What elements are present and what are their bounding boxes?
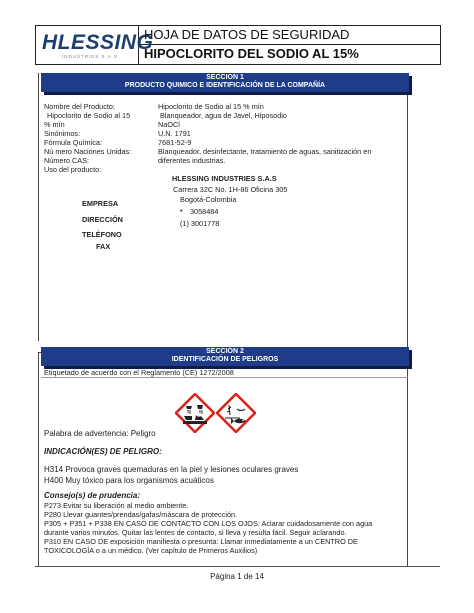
- label-product-name: Nombre del Producto:: [44, 102, 115, 111]
- frame-right-line: [407, 78, 408, 352]
- document-title: HOJA DE DATOS DE SEGURIDAD: [144, 27, 350, 42]
- section2-number: SECCIÓN 2: [206, 348, 244, 355]
- page-number: Página 1 de 14: [210, 572, 264, 581]
- section2-heading: IDENTIFICACIÓN DE PELIGROS: [171, 356, 279, 363]
- company-logo: HLESSING: [42, 31, 154, 54]
- value-use-line1: Blanqueador, desinfectante, tratamiento de aguas, sanitización en: [158, 147, 372, 156]
- label-phone: TELÉFONO: [82, 230, 122, 239]
- company-address-line1: Carrera 32C No. 1H-86 Oficina 305: [173, 185, 288, 194]
- header-divider-horizontal: [138, 44, 441, 45]
- advice-line: P280 Llevar guantes/prendas/gafas/máscara de protección.: [44, 510, 238, 519]
- value-formula: NaOCl: [158, 120, 180, 129]
- label-fax: FAX: [96, 242, 111, 251]
- label-product-name-cont2: % mín: [44, 120, 65, 129]
- company-phone-bullet: •: [180, 206, 183, 215]
- advice-line: P305 + P351 + P338 EN CASO DE CONTACTO CON LOS OJOS: Aclarar cuidadosamente con agua: [44, 519, 373, 528]
- label-use: Uso del producto:: [44, 165, 102, 174]
- section1-header-bar: [41, 73, 409, 92]
- section1-number: SECCION 1: [206, 74, 244, 81]
- company-name: HLESSING INDUSTRIES S.A.S: [172, 174, 277, 183]
- value-product-name: Hipoclorito de Sodio al 15 % mín: [158, 102, 264, 111]
- hazard-statement: H400 Muy tóxico para los organismos acuáticos: [44, 476, 214, 485]
- label-formula: Fórmula Química:: [44, 138, 102, 147]
- advice-line: TOXICOLOGÍA o a un médico. (Ver capítulo de Primeros Auxilios): [44, 546, 258, 555]
- advice-heading: Consejo(s) de prudencia:: [44, 491, 141, 500]
- regulation-text: Etiquetado de acuerdo con el Reglamento (CE) 1272/2008: [44, 368, 234, 377]
- corrosion-pictogram: [175, 393, 215, 433]
- value-un-number: U.N. 1791: [158, 129, 191, 138]
- company-phone2: (1) 3001778: [180, 219, 220, 228]
- value-cas: 7681-52-9: [158, 138, 192, 147]
- label-company: EMPRESA: [82, 199, 119, 208]
- section2-header-bar: [41, 347, 409, 366]
- regulation-underline: [41, 377, 408, 378]
- frame-left-line: [38, 73, 39, 341]
- value-synonyms: Blanqueador, agua de Javel, Hiposodio: [160, 111, 287, 120]
- footer-line: [35, 566, 440, 567]
- company-logo-subtext: INDUSTRIES S.A.S: [62, 54, 119, 59]
- hazard-heading: INDICACIÓN(ES) DE PELIGRO:: [44, 447, 162, 456]
- advice-line: durante varios minutos. Quitar las lentes de contacto, si lleva y resulta fácil. Seguir aclarando.: [44, 528, 347, 537]
- section1-heading: PRODUCTO QUIMICO E IDENTIFICACIÓN DE LA COMPAÑÍA: [124, 82, 326, 89]
- label-cas: Número CAS:: [44, 156, 90, 165]
- label-un-number: Nú mero Naciones Unidas:: [44, 147, 132, 156]
- company-phone1: 3058484: [190, 207, 219, 216]
- signal-word: Palabra de advertencia: Peligro: [44, 429, 156, 438]
- label-product-name-cont1: Hipoclorito de Sodio al 15: [47, 111, 131, 120]
- frame-left-line-2: [38, 352, 39, 566]
- advice-line: P310 EN CASO DE exposición manifiesta o presunta: Llamar inmediatamente a un CENTRO DE: [44, 537, 358, 546]
- value-use-line2: diferentes industrias.: [158, 156, 226, 165]
- label-address: DIRECCIÓN: [82, 215, 123, 224]
- document-subtitle: HIPOCLORITO DEL SODIO AL 15%: [144, 46, 359, 61]
- frame-right-line-2: [407, 360, 408, 566]
- environment-pictogram: [216, 393, 256, 433]
- hazard-statement: H314 Provoca graves quemaduras en la piel y lesiones oculares graves: [44, 465, 299, 474]
- advice-line: P273 Evitar su liberación al medio ambiente.: [44, 501, 189, 510]
- label-synonyms: Sinónimos:: [44, 129, 81, 138]
- company-address-line2: Bogotá-Colombia: [180, 195, 237, 204]
